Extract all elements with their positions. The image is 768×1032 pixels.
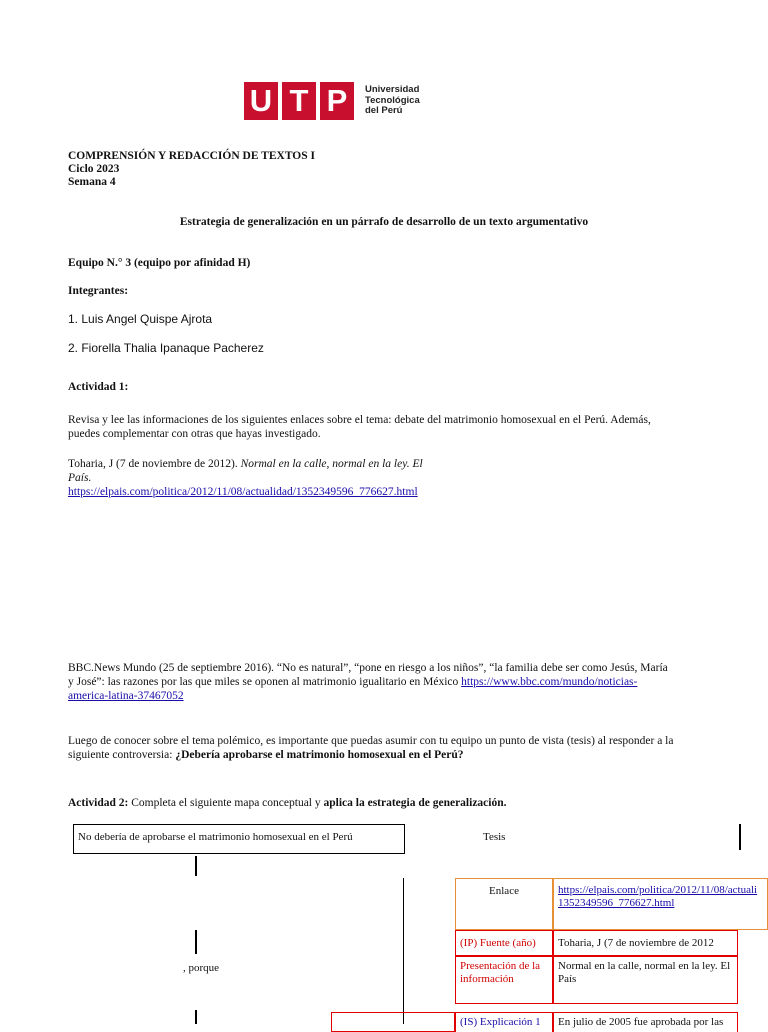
reference-1-author: Toharia, J (7 de noviembre de 2012). <box>68 458 241 470</box>
logo-letter-p: P <box>320 82 354 120</box>
thesis-label: Tesis <box>483 831 506 843</box>
map-connector <box>195 930 197 954</box>
controversy-question: ¿Debería aprobarse el matrimonio homosexual en el Perú? <box>175 749 464 761</box>
activity2-heading: Actividad 2: <box>68 797 129 809</box>
members-label: Integrantes: <box>68 285 129 297</box>
logo-letter-t: T <box>282 82 316 120</box>
member-1: 1. Luis Angel Quispe Ajrota <box>68 312 213 326</box>
logo-letter-u: U <box>244 82 278 120</box>
reference-1-link[interactable]: https://elpais.com/politica/2012/11/08/actualidad/1352349596_776627.html <box>68 486 418 498</box>
controversy-text: Luego de conocer sobre el tema polémico, es importante que puedas asumir con tu equipo un punto de vista (tesis) al responder a la siguiente controversia: <box>68 735 674 761</box>
reference-2-link[interactable]: https://www.bbc.com/mundo/noticias-america-latina-37467052 <box>68 676 638 702</box>
porque-label: , porque <box>183 962 220 974</box>
presentacion-label: Presentación de la información <box>455 956 553 1004</box>
logo-name-line: Universidad <box>365 84 420 95</box>
activity1-instructions: Revisa y lee las informaciones de los siguientes enlaces sobre el tema: debate del matrimonio homosexual en el Perú. Además, puedes complementar con otras que hayas investigado. <box>68 414 651 440</box>
map-connector <box>195 1010 197 1024</box>
activity1-heading: Actividad 1: <box>68 381 129 393</box>
explicacion-box <box>331 1012 455 1032</box>
member-2: 2. Fiorella Thalia Ipanaque Pacherez <box>68 341 264 355</box>
enlace-label: Enlace <box>455 878 553 930</box>
course-header <box>68 150 315 189</box>
reference-1 <box>68 457 440 499</box>
presentacion-value: Normal en la calle, normal en la ley. El País <box>553 956 738 1004</box>
activity2-strategy: aplica la estrategia de generalización. <box>323 797 507 809</box>
reference-1-title: Normal en la calle, normal en la ley. El País. <box>68 458 423 484</box>
explicacion-value: En julio de 2005 fue aprobada por las <box>553 1012 738 1032</box>
map-connector <box>739 824 741 850</box>
explicacion-label: (IS) Explicación 1 <box>455 1012 553 1032</box>
thesis-text: No debería de aprobarse el matrimonio homosexual en el Perú <box>78 831 353 843</box>
controversy-paragraph <box>68 734 678 762</box>
fuente-value: Toharia, J (7 de noviembre de 2012 <box>553 930 738 956</box>
week-label: Semana 4 <box>68 176 116 188</box>
reference-2 <box>68 661 668 703</box>
logo-name-line: del Perú <box>365 105 403 116</box>
map-connector <box>195 856 197 876</box>
cycle-label: Ciclo 2023 <box>68 163 120 175</box>
activity2-line <box>68 796 507 810</box>
team-label: Equipo N.° 3 (equipo por afinidad H) <box>68 257 251 269</box>
activity2-text: Completa el siguiente mapa conceptual y <box>128 797 324 809</box>
logo-name <box>365 85 420 117</box>
reference-2-text: BBC.News Mundo (25 de septiembre 2016). “No es natural”, “pone en riesgo a los niños”, “la familia debe ser como Jesús, María y José”: las razones por las que miles se oponen al matrimonio igualitario en México <box>68 662 668 688</box>
course-title: COMPRENSIÓN Y REDACCIÓN DE TEXTOS I <box>68 150 315 162</box>
logo-name-line: Tecnológica <box>365 94 420 106</box>
map-connector <box>403 878 404 1024</box>
document-title: Estrategia de generalización en un párrafo de desarrollo de un texto argumentativo <box>179 216 589 228</box>
fuente-label: (IP) Fuente (año) <box>455 930 553 956</box>
enlace-value[interactable]: https://elpais.com/politica/2012/11/08/actuali 1352349596_776627.html <box>553 878 768 930</box>
